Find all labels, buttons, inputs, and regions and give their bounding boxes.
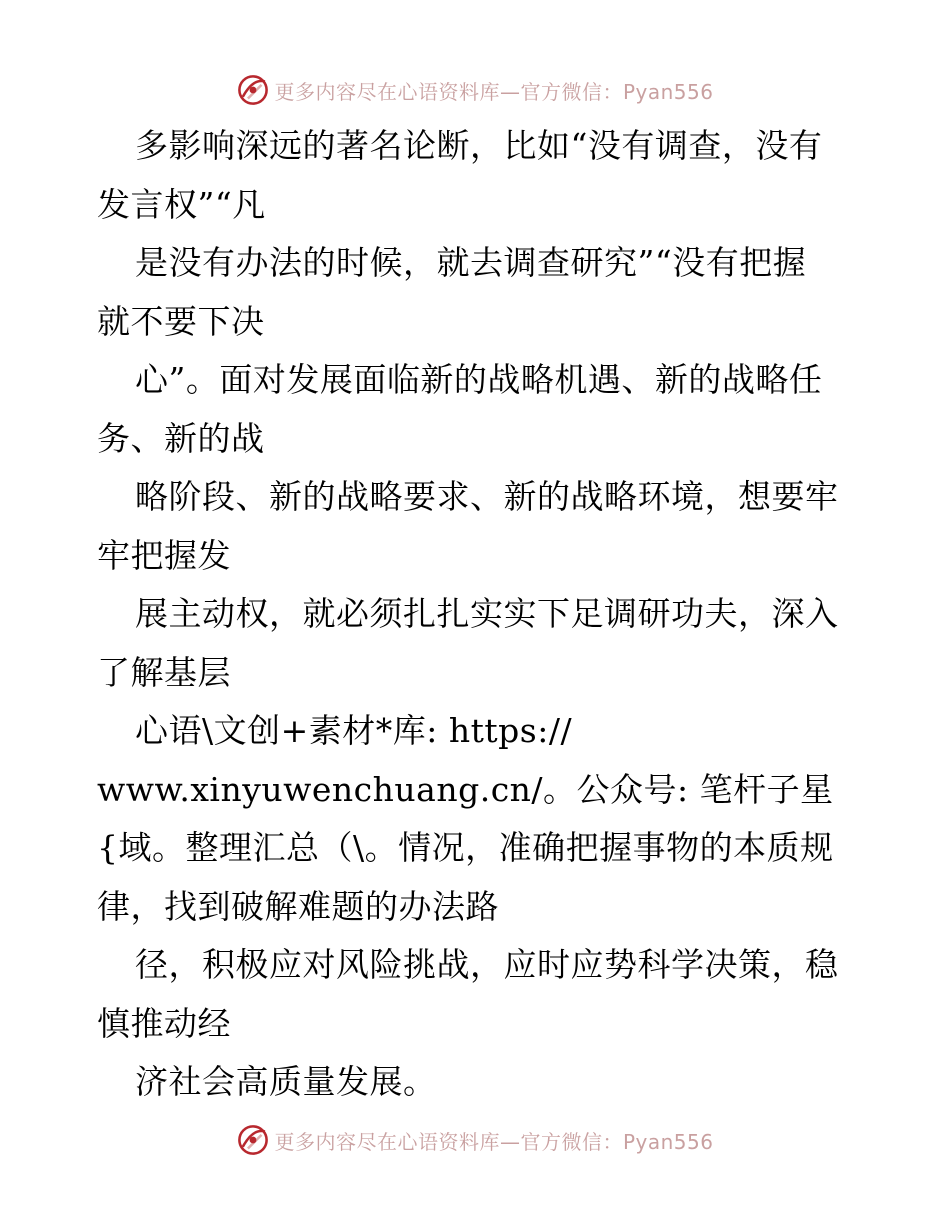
text-line: 径，积极应对风险挑战，应时应势科学决策，稳 (135, 945, 839, 984)
watermark-text: 更多内容尽在心语资料库—官方微信：Pyan556 (274, 79, 714, 104)
text-line: www.xinyuwenchuang.cn/。公众号: 笔杆子星 (97, 770, 834, 809)
text-line: 慎推动经 (97, 1004, 231, 1043)
watermark-text: 更多内容尽在心语资料库—官方微信：Pyan556 (274, 1129, 714, 1154)
text-line: 济社会高质量发展。 (135, 1062, 437, 1101)
text-line: 律，找到破解难题的办法路 (97, 887, 499, 926)
footer-watermark (0, 1118, 950, 1162)
text-line: 牢把握发 (97, 536, 231, 575)
text-line: {域。整理汇总（\。情况，准确把握事物的本质规 (97, 828, 834, 867)
text-line: 心”。面对发展面临新的战略机遇、新的战略任 (135, 360, 823, 399)
text-line: 了解基层 (97, 653, 231, 692)
header-watermark (0, 68, 950, 112)
text-line: 展主动权，就必须扎扎实实下足调研功夫，深入 (135, 594, 839, 633)
logo-icon (236, 73, 270, 107)
text-line: 多影响深远的著名论断，比如“没有调查，没有 (135, 126, 823, 165)
logo-icon (236, 1123, 270, 1157)
text-line: 发言权”“凡 (97, 185, 266, 224)
text-line: 务、新的战 (97, 419, 265, 458)
text-line: 就不要下决 (97, 302, 265, 341)
text-line: 心语\文创+素材*库: https:// (135, 711, 573, 750)
text-line: 略阶段、新的战略要求、新的战略环境，想要牢 (135, 477, 839, 516)
text-line: 是没有办法的时候，就去调查研究”“没有把握 (135, 243, 807, 282)
